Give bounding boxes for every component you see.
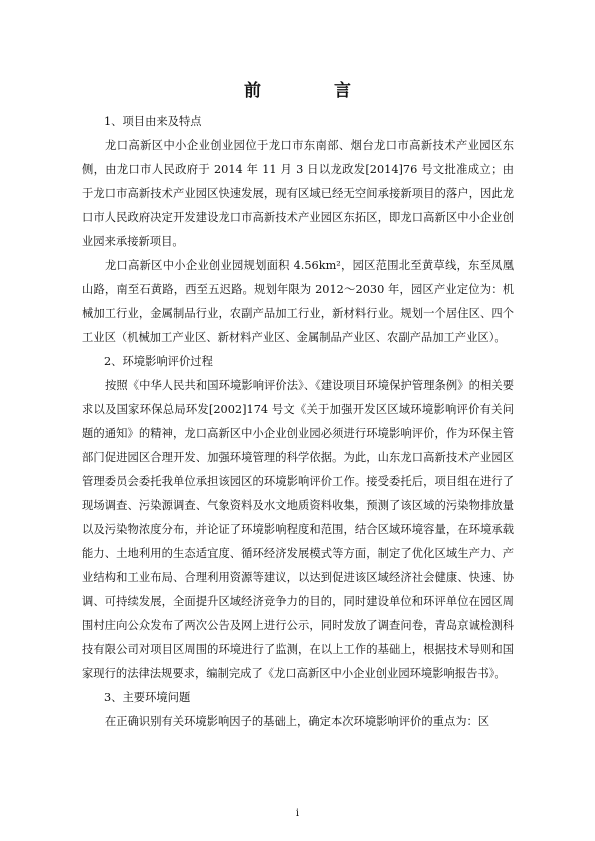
page-title: 前 言 [244,81,379,101]
section-heading-1: 1、项目由来及特点 [104,115,202,128]
section-heading-2: 2、环境影响评价过程 [104,355,213,368]
paragraph: 按照《中华人民共和国环境影响评价法》、《建设项目环境保护管理条例》的相关要求以及国家环保总局环发[2002]174 号文《关于加强开发区区域环境影响评价有关问题的通知》的精神，龙口高新区中小企业创业园必须进行环境影响评价，作为环保主管部门促进园区合理开发、加强环境管理的科学依据。为此，山东龙口高新技术产业园区管理委员会委托我单位承担该园区的环境影响评价工作。接受委托后，项目组在进行了现场调查、污染源调查、气象资料及水文地质资料收集，预测了该区域的污染物排放量以及污染物浓度分布，并论证了环境影响程度和范围，结合区域环境容量，在环境承载能力、土地利用的生态适宜度、循环经济发展模式等方面，制定了优化区域生产力、产业结构和工业布局、合理利用资源等建议，以达到促进该区域经济社会健康、快速、协调、可持续发展，全面提升区域经济竞争力的目的，同时建设单位和环评单位在园区周围村庄向公众发布了两次公告及网上进行公示，同时发放了调查问卷，青岛京诚检测科技有限公司对项目区周围的环境进行了监测，在以上工作的基础上，根据技术导则和国家现行的法律法规要求，编制完成了《龙口高新区中小企业创业园环境影响报告书》。 [82,379,514,680]
page-number: i [295,808,300,819]
section-heading-3: 3、主要环境问题 [104,691,191,704]
paragraph: 龙口高新区中小企业创业园位于龙口市东南部、烟台龙口市高新技术产业园区东侧，由龙口市人民政府于 2014 年 11 月 3 日以龙政发[2014]76 号文批准成立；由于龙口市高新技术产业园区快速发展，现有区域已经无空间承接新项目的落户，因此龙口市人民政府决定开发建设龙口市高新技术产业园区东拓区，即龙口高新区中小企业创业园来承接新项目。 [82,139,514,248]
paragraph: 龙口高新区中小企业创业园规划面积 4.56km²，园区范围北至黄草线，东至凤凰山路，南至石黄路，西至五迟路。规划年限为 2012～2030 年，园区产业定位为：机械加工行业，金属制品行业，农副产品加工行业，新材料行业。规划一个居住区、四个工业区（机械加工产业区、新材料产业区、金属制品产业区、农副产品加工产业区）。 [82,259,514,344]
paragraph: 在正确识别有关环境影响因子的基础上，确定本次环境影响评价的重点为：区 [105,715,490,728]
body-content [82,110,514,734]
